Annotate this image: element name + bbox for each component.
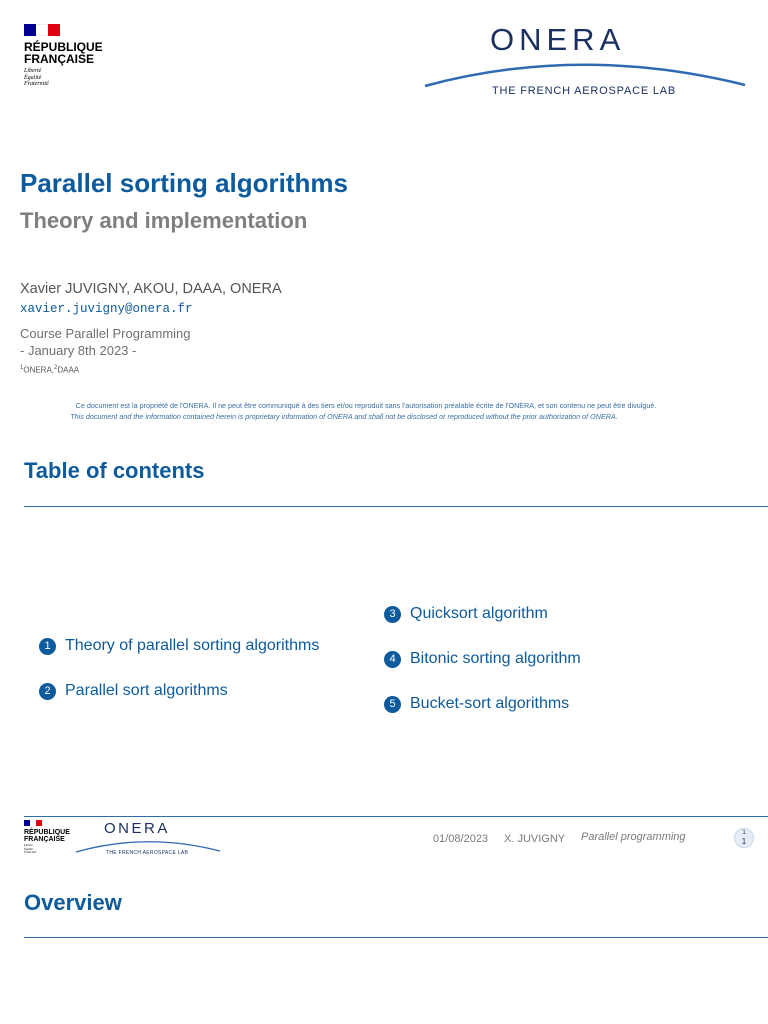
footer-onera-logo: ONERA THE FRENCH AEROSPACE LAB [74,820,224,860]
author-email-link[interactable]: xavier.juvigny@onera.fr [20,302,193,316]
toc-heading-rule [24,506,768,507]
footer-date: 01/08/2023 [433,833,489,845]
presentation-subtitle: Theory and implementation [20,208,308,233]
disclaimer-english: This document and the information contained herein is proprietary information of ONERA and shall not be disclosed or reproduced without the prior authorization of ONERA. [70,412,618,421]
affiliations: $^1$ONERA,$^2$DAAA [20,365,80,375]
toc-item-quicksort[interactable] [384,605,548,623]
author-line: Xavier JUVIGNY, AKOU, DAAA, ONERA [20,281,282,297]
overview-heading-rule [24,937,768,938]
rf-line1: RÉPUBLIQUE [24,40,103,54]
toc-item-parallel-sort[interactable] [39,682,228,700]
toc-item-label: Theory of parallel sorting algorithms [65,637,320,654]
toc-item-label: Quicksort algorithm [410,605,548,622]
french-flag-icon [24,24,60,36]
toc-item-label: Parallel sort algorithms [65,682,228,699]
toc-item-theory[interactable] [39,637,319,655]
toc-item-label: Bucket-sort algorithms [410,695,570,712]
republique-francaise-logo [24,24,134,88]
toc-item-bitonic[interactable] [384,650,581,668]
french-flag-icon [24,820,42,826]
disclaimer-french: Ce document est la propriété de l'ONERA. Il ne peut être communiqué à des tiers et/ou reproduit sans l'autorisation préalable écrite de l'ONERA, et son contenu ne peut être divulgué. [75,401,657,410]
toc-item-bucket-sort[interactable] [384,695,569,713]
toc-item-label: Bitonic sorting algorithm [410,650,581,667]
toc-number-badge: 4 [384,651,401,668]
onera-logo [420,20,750,100]
toc-number-badge: 1 [39,638,56,655]
footer-rule [24,816,768,817]
page-number-badge: 1 1 [734,828,754,848]
onera-tagline: THE FRENCH AEROSPACE LAB [492,85,677,97]
footer-republique-logo: RÉPUBLIQUE FRANÇAISE Liberté Égalité Fraternité [24,820,84,855]
toc-number-badge: 3 [384,606,401,623]
presentation-date: - January 8th 2023 - [20,343,137,358]
toc-heading: Table of contents [24,458,205,483]
overview-heading: Overview [24,890,122,915]
rf-motto: Liberté Égalité Fraternité [24,68,49,87]
footer-author: X. JUVIGNY [504,833,566,845]
footer-course: Parallel programming [581,831,686,843]
course-name: Course Parallel Programming [20,326,191,341]
rf-line2: FRANÇAISE [24,52,95,66]
toc-number-badge: 5 [384,696,401,713]
onera-wordmark: ONERA [490,22,626,57]
toc-number-badge: 2 [39,683,56,700]
presentation-title: Parallel sorting algorithms [20,168,348,198]
